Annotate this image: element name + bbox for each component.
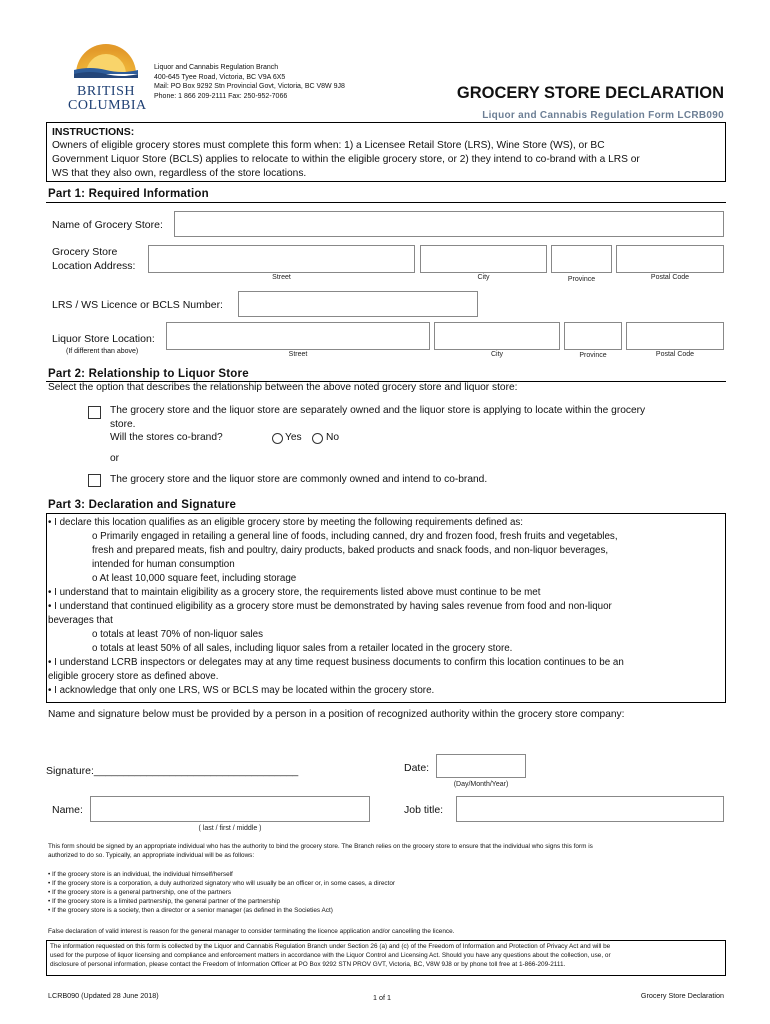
option2-text: The grocery store and the liquor store are commonly owned and intend to co-brand. (110, 474, 488, 485)
cobrand-no-radio[interactable] (312, 433, 323, 444)
instructions-line: Owners of eligible grocery stores must complete this form when: 1) a Licensee Retail Store (LRS), Wine Store (WS), or BC (52, 140, 605, 151)
org-line: Phone: 1 866 209-2111 Fax: 250-952-7066 (154, 92, 288, 100)
sub-label-city: City (477, 274, 490, 281)
signing-bullet: • If the grocery store is a society, then a director or a senior manager (as defined in the Societies Act) (48, 907, 333, 914)
signing-bullets (48, 870, 728, 915)
declaration-line: o totals at least 50% of all sales, including liquor sales from a retailer located in the grocery store. (92, 643, 513, 654)
store-name-label: Name of Grocery Store: (52, 219, 163, 231)
sub-label-street: Street (288, 351, 308, 358)
sunburst-icon (64, 40, 148, 80)
signature-label: Signature:___________________________________ (46, 765, 299, 777)
authority-note: Name and signature below must be provided by a person in a position of recognized authority within the grocery store company: (48, 709, 625, 720)
liquor-province-input[interactable] (564, 322, 622, 350)
signing-line: This form should be signed by an appropriate individual who has the authority to bind the grocery store. The Branch relies on the grocery store to ensure that the individual who signs this form is (48, 843, 593, 850)
address-label-line: Grocery Store (52, 246, 118, 258)
liquor-city-input[interactable] (434, 322, 560, 350)
declaration-line: fresh and prepared meats, fish and poultry, dairy products, baked products and snack foods, and non-liquor beverages, (92, 545, 609, 556)
instructions-heading: INSTRUCTIONS: (52, 126, 135, 138)
option2-checkbox[interactable] (88, 474, 101, 487)
date-input[interactable] (436, 754, 526, 778)
org-address (154, 63, 345, 101)
grocery-street-input[interactable] (148, 245, 415, 273)
declaration-line: • I understand that to maintain eligibility as a grocery store, the requirements listed above must continue to be met (48, 587, 541, 598)
signing-line: authorized to do so. Typically, an appropriate individual will be as follows: (48, 852, 255, 859)
liquor-street-input[interactable] (166, 322, 430, 350)
declaration-line: • I declare this location qualifies as an eligible grocery store by meeting the following requirements defined as: (48, 517, 524, 528)
liquor-location-label: Liquor Store Location: (52, 333, 155, 345)
sub-label-province: Province (579, 352, 607, 359)
privacy-line: disclosure of personal information, please contact the Freedom of Information Officer at PO Box 9292 STN PROV GVT, Victoria, BC, V8W 9J8 or by phone toll free at 1-866-209-2111. (50, 961, 566, 968)
job-title-label: Job title: (404, 804, 444, 816)
name-input[interactable] (90, 796, 370, 822)
store-name-input[interactable] (174, 211, 724, 237)
cobrand-yes-label: Yes (285, 432, 302, 443)
org-line: 400-645 Tyee Road, Victoria, BC V9A 6X5 (154, 73, 286, 81)
false-declaration-note: False declaration of valid interest is reason for the general manager to consider terminating the licence application and/or cancelling the licence. (48, 928, 455, 935)
declaration-line: beverages that (48, 615, 113, 626)
declaration-line: o totals at least 70% of non-liquor sales (92, 629, 264, 640)
licence-label: LRS / WS Licence or BCLS Number: (52, 299, 223, 311)
form-subtitle: Liquor and Cannabis Regulation Form LCRB090 (482, 110, 724, 121)
date-format: (Day/Month/Year) (453, 781, 509, 788)
instructions-line: Government Liquor Store (BCLS) applies to relocate to within the eligible grocery store, or 2) they intend to co-brand with a LRS or (52, 154, 640, 165)
form-id: LCRB090 (Updated 28 June 2018) (48, 991, 159, 1000)
part3-heading: Part 3: Declaration and Signature (48, 499, 237, 511)
sub-label-province: Province (567, 276, 596, 283)
privacy-line: The information requested on this form is collected by the Liquor and Cannabis Regulation Branch under Section 26 (a) and (c) of the Freedom of Information and Protection of Privacy Act and will be (50, 943, 611, 950)
logo-text: BRITISH COLUMBIA (68, 84, 147, 113)
licence-number-input[interactable] (238, 291, 478, 317)
address-label (52, 245, 135, 273)
instructions-line: WS that they also own, regardless of the store locations. (52, 168, 307, 179)
part2-intro: Select the option that describes the relationship between the above noted grocery store and liquor store: (48, 382, 518, 393)
option1-line: store. (110, 419, 136, 430)
privacy-line: used for the purpose of liquor licensing and compliance and enforcement matters in accordance with the Liquor Control and Licensing Act. Should you have any questions about the collection, use, or (50, 952, 611, 959)
cobrand-no-label: No (326, 432, 340, 443)
part2-heading: Part 2: Relationship to Liquor Store (48, 368, 249, 380)
declaration-line: • I understand that continued eligibility as a grocery store must be demonstrated by having sales revenue from food and non-liquor (48, 601, 612, 612)
option1-text (110, 404, 645, 432)
declaration-line: • I understand LCRB inspectors or delegates may at any time request business documents to confirm this location continues to be an (48, 657, 624, 668)
signing-note (48, 842, 728, 860)
name-label: Name: (52, 804, 83, 816)
instructions-text (52, 139, 724, 181)
declaration-line: eligible grocery store as defined above. (48, 671, 219, 682)
sub-label-postal: Postal Code (650, 274, 690, 281)
signature-field[interactable] (98, 756, 320, 776)
part1-divider (46, 202, 726, 203)
date-label: Date: (404, 762, 430, 774)
signing-bullet: • If the grocery store is a corporation, a duly authorized signatory who will usually be an officer or, in some cases, a director (48, 880, 396, 887)
cobrand-question: Will the stores co-brand? (110, 432, 223, 443)
liquor-postal-input[interactable] (626, 322, 724, 350)
doc-name: Grocery Store Declaration (640, 991, 724, 1000)
page-number: 1 of 1 (373, 993, 391, 1002)
grocery-city-input[interactable] (420, 245, 547, 273)
sub-label-city: City (490, 351, 504, 358)
declaration-line: o At least 10,000 square feet, including storage (92, 573, 297, 584)
or-label: or (110, 453, 120, 464)
bc-logo (64, 40, 148, 114)
sub-label-postal: Postal Code (655, 351, 695, 358)
option1-checkbox[interactable] (88, 406, 101, 419)
org-line: Mail: PO Box 9292 Stn Provincial Govt, Victoria, BC V8W 9J8 (154, 83, 345, 90)
grocery-province-input[interactable] (551, 245, 612, 273)
address-label-line: Location Address: (52, 260, 136, 272)
liquor-location-note: (If different than above) (66, 348, 139, 355)
name-format: ( last / first / middle ) (198, 825, 262, 832)
page-title: GROCERY STORE DECLARATION (456, 84, 724, 102)
sub-label-street: Street (272, 274, 291, 281)
declaration-line: • I acknowledge that only one LRS, WS or BCLS may be located within the grocery store. (48, 685, 435, 696)
declaration-line: intended for human consumption (92, 559, 235, 570)
cobrand-yes-radio[interactable] (272, 433, 283, 444)
declaration-line: o Primarily engaged in retailing a general line of foods, including canned, dry and frozen food, fresh fruits and vegetables, (92, 531, 618, 542)
grocery-postal-input[interactable] (616, 245, 724, 273)
part1-heading: Part 1: Required Information (48, 188, 209, 200)
privacy-text (50, 942, 724, 969)
signing-bullet: • If the grocery store is a limited partnership, the general partner of the partnership (48, 898, 281, 905)
org-line: Liquor and Cannabis Regulation Branch (154, 64, 279, 71)
signing-bullet: • If the grocery store is a general partnership, one of the partners (48, 889, 232, 896)
signing-bullet: • If the grocery store is an individual, the individual himself/herself (48, 871, 233, 878)
job-title-input[interactable] (456, 796, 724, 822)
option1-line: The grocery store and the liquor store are separately owned and the liquor store is applying to locate within the grocery (110, 405, 646, 416)
